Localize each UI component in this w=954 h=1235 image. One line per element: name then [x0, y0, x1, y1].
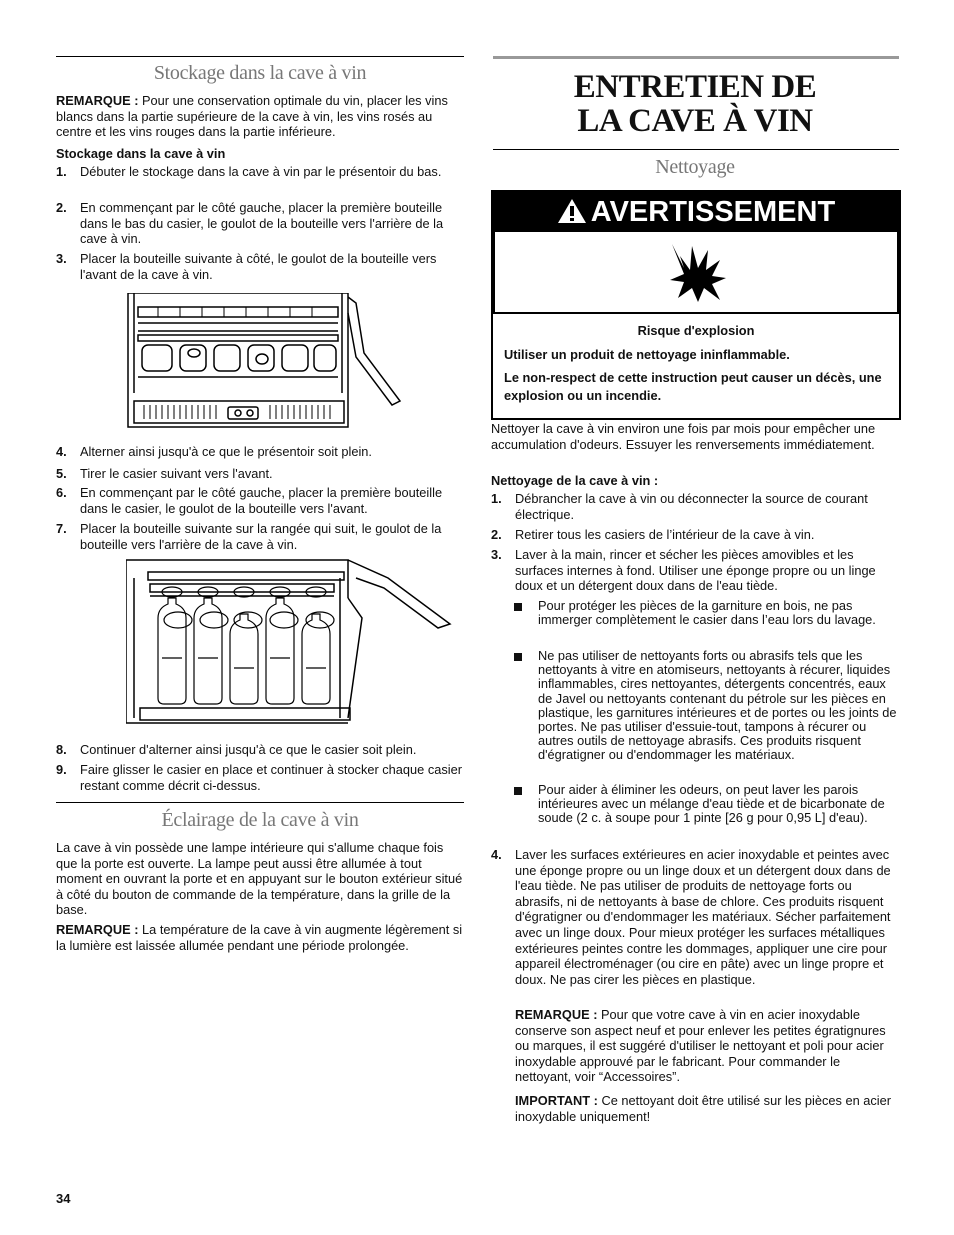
remarque-text: Pour une conservation optimale du vin, placer les vins blancs dans la partie supérieure de la cave à vin, les vins rosés au centre et les vins rouges dans la partie inférieure. — [56, 93, 448, 140]
storage-note — [56, 93, 464, 140]
wine-rack-illustration-2 — [126, 558, 452, 728]
step-number: 3. — [56, 251, 67, 266]
important-text: Ce nettoyant doit être utilisé sur les pièces en acier inoxydable uniquement! — [515, 1093, 891, 1124]
step-number: 4. — [56, 444, 67, 459]
warning-triangle-icon — [557, 198, 587, 224]
step-number: 7. — [56, 521, 67, 536]
storage-title: Stockage dans la cave à vin — [153, 62, 367, 84]
step-number: 2. — [56, 200, 67, 215]
cleaning-note — [515, 1007, 899, 1085]
step-text: En commençant par le côté gauche, placer la première bouteille dans le casier, le goulot de la bouteille vers l'avant. — [80, 485, 443, 516]
step-number: 8. — [56, 742, 67, 757]
step-text: Placer la bouteille suivante à côté, le goulot de la bouteille vers l'avant de la cave à vin. — [80, 251, 437, 282]
step-number: 3. — [491, 547, 502, 562]
warning-box — [491, 190, 901, 420]
important-note — [515, 1093, 899, 1124]
cleaning-title: Nettoyage — [655, 156, 735, 178]
cleaning-steps-heading: Nettoyage de la cave à vin : — [491, 473, 659, 488]
wine-rack-illustration-1 — [124, 293, 402, 429]
bullet-text: Pour aider à éliminer les odeurs, on peut laver les parois intérieures avec un mélange d'eau tiède et de bicarbonate de soude (2 c. à soupe pour 1 pinte [26 g pour 0,95 L] d'eau). — [538, 782, 885, 826]
bullet-square-icon — [514, 603, 522, 611]
step-text: Faire glisser le casier en place et continuer à stocker chaque casier restant comme décrit ci-dessus. — [80, 762, 462, 793]
main-title-line1: ENTRETIEN DE — [573, 69, 817, 105]
step-text: Débuter le stockage dans la cave à vin par le présentoir du bas. — [80, 164, 442, 179]
step-text: Retirer tous les casiers de l’intérieur de la cave à vin. — [515, 527, 815, 542]
page-number: 34 — [56, 1191, 71, 1206]
remarque-label: REMARQUE : — [56, 922, 139, 937]
warning-instruction: Utiliser un produit de nettoyage ininflammable. — [504, 347, 790, 362]
step-number: 2. — [491, 527, 502, 542]
warning-consequence: Le non-respect de cette instruction peut causer un décès, une explosion ou un incendie. — [504, 370, 882, 403]
top-rule — [493, 56, 899, 59]
bullet-text: Ne pas utiliser de nettoyants forts ou abrasifs tels que les nettoyants à vitre en atomiseurs, nettoyants à récurer, liquides inflammables, cires nettoyantes, détergents concentrés, eaux de Javel ou nettoyants contenant du pétrole sur les pièces en plastique, les garnitures intérieures et de portes ou les joints de portes. Ne pas utiliser d'essuie-tout, tampons à récurer ou autres outils de nettoyage abrasifs. Ces produits risquent d'égratigner ou d'endommager les matériaux. — [538, 648, 897, 763]
bullet-square-icon — [514, 653, 522, 661]
step-number: 1. — [491, 491, 502, 506]
step-text: En commençant par le côté gauche, placer la première bouteille dans le bas du casier, le goulot de la bouteille vers l'arrière de la cave à vin. — [80, 200, 444, 247]
remarque-label: REMARQUE : — [515, 1007, 598, 1022]
step-text: Débrancher la cave à vin ou déconnecter la source de courant électrique. — [515, 491, 868, 522]
explosion-icon — [668, 242, 728, 304]
title-rule — [493, 149, 899, 150]
important-label: IMPORTANT : — [515, 1093, 598, 1108]
warning-header — [493, 192, 899, 232]
warning-label: AVERTISSEMENT — [590, 196, 836, 228]
lighting-title: Éclairage de la cave à vin — [161, 809, 359, 831]
lighting-text: La cave à vin possède une lampe intérieure qui s'allume chaque fois que la porte est ouverte. La lampe peut aussi être allumée à tout moment en ouvrant la porte et en appuyant sur le bouton extérieur situé à côté du bouton de commande de la température, dans la grille de la base. — [56, 840, 463, 918]
top-rule — [56, 56, 464, 57]
section-rule — [56, 802, 464, 803]
step-number: 9. — [56, 762, 67, 777]
steps-heading: Stockage dans la cave à vin — [56, 146, 226, 161]
lighting-note — [56, 922, 464, 953]
step-text: Continuer d'alterner ainsi jusqu'à ce que le casier soit plein. — [80, 742, 417, 757]
remarque-text: La température de la cave à vin augmente légèrement si la lumière est laissée allumée pendant une période prolongée. — [56, 922, 463, 953]
step-number: 5. — [56, 466, 67, 481]
step-number: 1. — [56, 164, 67, 179]
step-text: Placer la bouteille suivante sur la rangée qui suit, le goulot de la bouteille vers l'arrière de la cave à vin. — [80, 521, 442, 552]
bullet-text: Pour protéger les pièces de la garniture en bois, ne pas immerger complètement le casier dans l’eau lors du lavage. — [538, 598, 876, 628]
remarque-text: Pour que votre cave à vin en acier inoxydable conserve son aspect neuf et pour enlever les petites égratignures ou marques, il est suggéré d'utiliser le nettoyant et poli pour acier inoxydable approuvé par le fabricant. Pour commander le nettoyant, voir “Accessoires”. — [515, 1007, 886, 1085]
step-text: Laver les surfaces extérieures en acier inoxydable et peintes avec une éponge propre ou un linge doux et un détergent doux dans de l'eau tiède. Ne pas utiliser de produits de nettoyage forts ou abrasifs, ni de nettoyants à base de chlore. Ces produits risquent d'égratigner ou d'endommager les matériaux. Sécher parfaitement avec un linge doux. Pour mieux protéger les surfaces métalliques extérieures peintes contre les dommages, appliquer une cire pour appareil électroménager (ou cire en pâte) avec un linge propre et doux. Ne pas cirer les pièces en plastique. — [515, 847, 891, 987]
step-number: 6. — [56, 485, 67, 500]
warning-icon-area — [493, 232, 899, 314]
cleaning-intro: Nettoyer la cave à vin environ une fois par mois pour empêcher une accumulation d'odeurs. Essuyer les renversements immédiatement. — [491, 421, 876, 452]
remarque-label: REMARQUE : — [56, 93, 139, 108]
bullet-square-icon — [514, 787, 522, 795]
step-text: Laver à la main, rincer et sécher les pièces amovibles et les surfaces internes à fond. Utiliser une éponge propre ou un linge doux et un détergent doux dans de l'eau tiède. — [515, 547, 876, 594]
main-title-line2: LA CAVE À VIN — [577, 103, 813, 139]
step-text: Tirer le casier suivant vers l'avant. — [80, 466, 273, 481]
step-text: Alterner ainsi jusqu'à ce que le présentoir soit plein. — [80, 444, 372, 459]
warning-risk: Risque d'explosion — [637, 323, 755, 338]
step-number: 4. — [491, 847, 502, 862]
